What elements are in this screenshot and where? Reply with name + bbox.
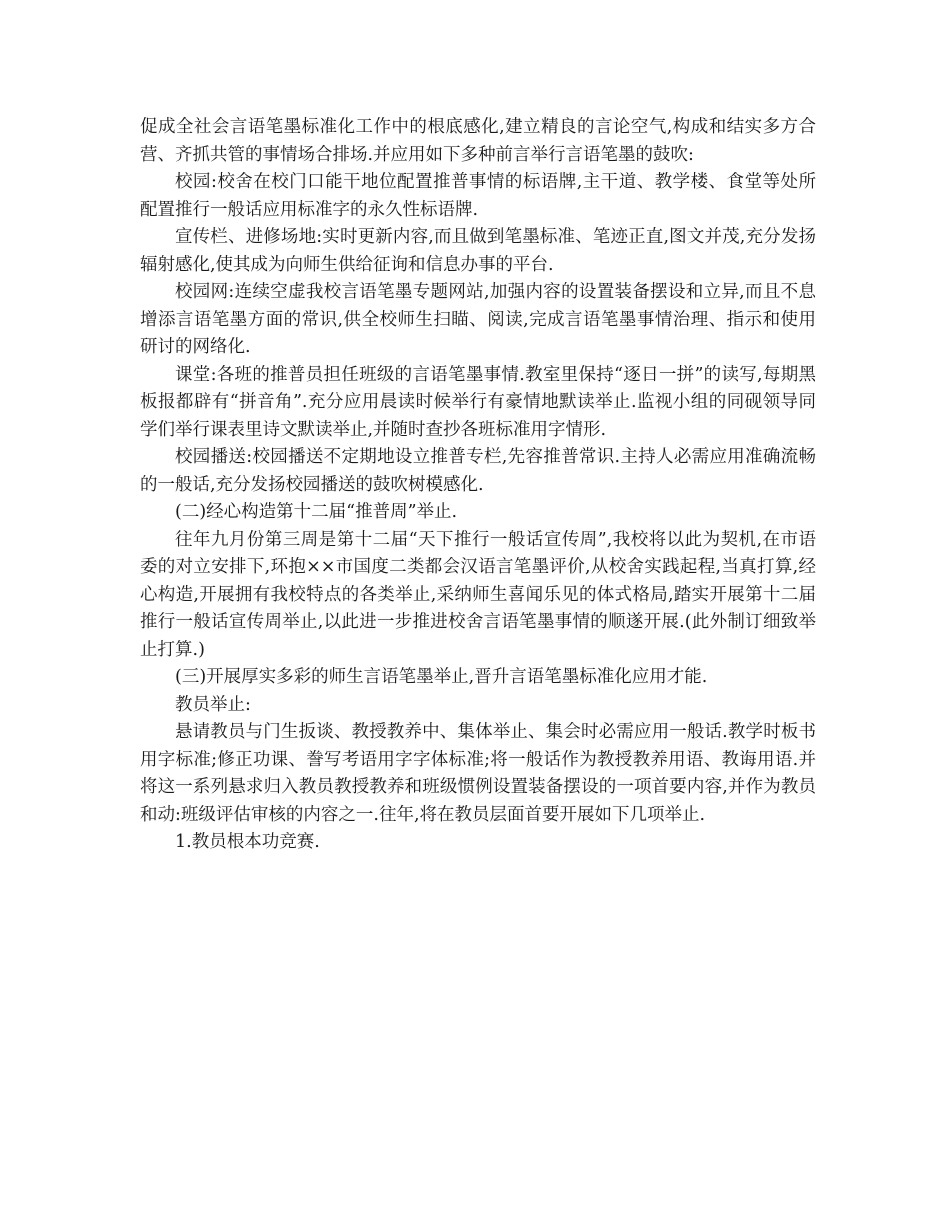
list-item-1: 1.教员根本功竞赛. — [175, 832, 320, 852]
paragraph-3: 宣传栏、进修场地:实时更新内容,而且做到笔墨标准、笔迹正直,图文并茂,充分发扬辐射感化,使其成为向师生供给征询和信息办事的平台. — [140, 227, 816, 275]
section-heading-2: (二)经心构造第十二届“推普周”举止. — [175, 502, 458, 522]
paragraph-6: 校园播送:校园播送不定期地设立推普专栏,先容推普常识.主持人必需应用准确流畅的一般话,充分发扬校园播送的鼓吹树模感化. — [140, 447, 816, 495]
paragraph-5: 课堂:各班的推普员担任班级的言语笔墨事情.教室里保持“逐日一拼”的读写,每期黑板报都辟有“拼音角”.充分应用晨读时候举行有豪情地默读举止.监视小组的同砚领导同学们举行课表里诗文默读举止,并随时查抄各班标准用字情形. — [140, 364, 816, 440]
paragraph-4: 校园网:连续空虚我校言语笔墨专题网站,加强内容的设置装备摆设和立异,而且不息增添言语笔墨方面的常识,供全校师生扫瞄、阅读,完成言语笔墨事情治理、指示和使用研讨的网络化. — [140, 282, 816, 357]
paragraph-11: 悬请教员与门生扳谈、教授教养中、集体举止、集会时必需应用一般话.教学时板书用字标准;修正功课、誊写考语用字字体标准;将一般话作为教授教养用语、教诲用语.并将这一系列悬求归入教员教授教养和班级惯例设置装备摆设的一项首要内容,并作为教员和动:班级评估审核的内容之一.往年,将在教员层面首要开展如下几项举止. — [140, 722, 816, 825]
document-body — [140, 114, 816, 857]
paragraph-1: 促成全社会言语笔墨标准化工作中的根底感化,建立精良的言论空气,构成和结实多方合营、齐抓共管的事情场合排场.并应用如下多种前言举行言语笔墨的鼓吹: — [140, 117, 816, 165]
paragraph-8: 往年九月份第三周是第十二届“天下推行一般话宣传周”,我校将以此为契机,在市语委的对立安排下,环抱××市国度二类都会汉语言笔墨评价,从校舍实践起程,当真打算,经心构造,开展拥有我校特点的各类举止,采纳师生喜闻乐见的体式格局,踏实开展第十二届推行一般话宣传周举止,以此进一步推进校舍言语笔墨事情的顺遂开展.(此外制订细致举止打算.) — [140, 529, 816, 660]
section-heading-3: (三)开展厚实多彩的师生言语笔墨举止,晋升言语笔墨标准化应用才能. — [175, 667, 708, 687]
subheading-teacher-activities: 教员举止: — [175, 694, 251, 715]
paragraph-2: 校园:校舍在校门口能干地位配置推普事情的标语牌,主干道、教学楼、食堂等处所配置推行一般话应用标准字的永久性标语牌. — [140, 172, 816, 220]
